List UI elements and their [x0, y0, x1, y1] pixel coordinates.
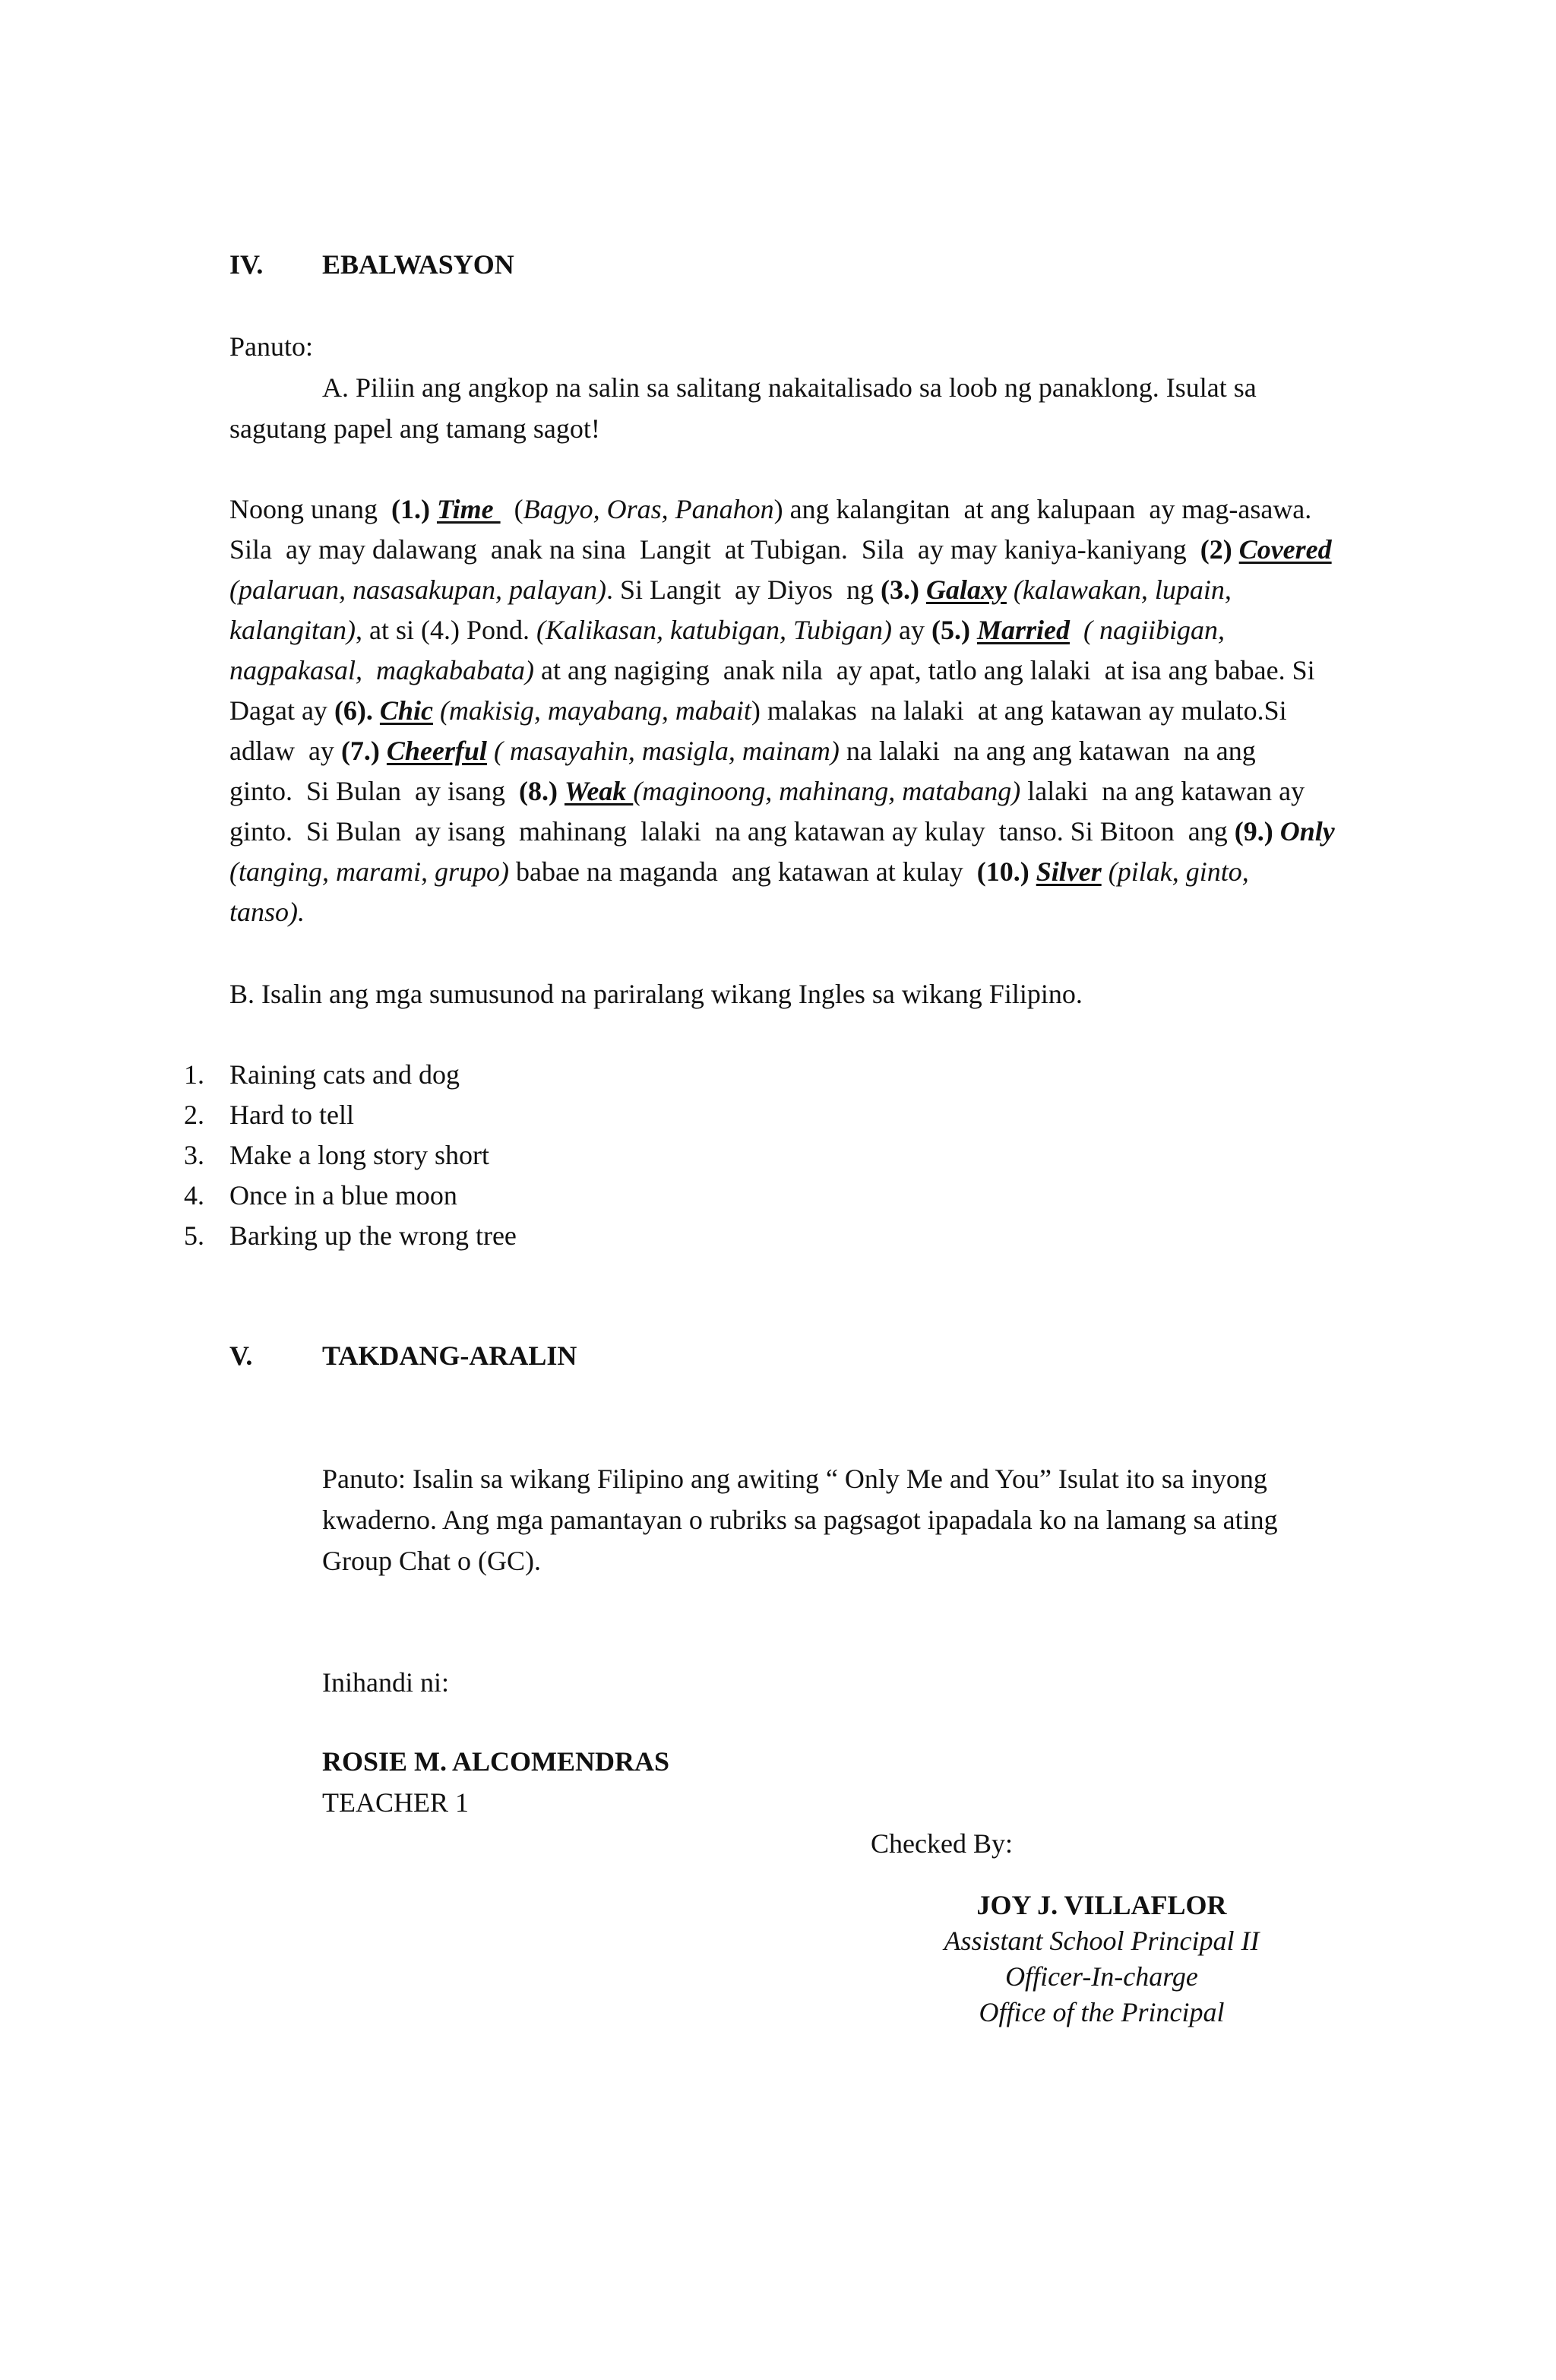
- choices-text: ( nagiibigan,: [1069, 615, 1225, 645]
- story-line: [229, 731, 1422, 771]
- list-text: Make a long story short: [229, 1140, 489, 1170]
- instruction-a-line1: A. Piliin ang angkop na salin sa salitang nakaitalisado sa loob ng panaklong. Isulat sa: [322, 372, 1257, 403]
- story-text: ginto. Si Bulan ay isang: [229, 776, 519, 806]
- story-text: babae na maganda ang katawan at kulay: [509, 856, 977, 887]
- story-text: [919, 574, 926, 605]
- checker-title-3: Office of the Principal: [979, 1997, 1225, 2027]
- section-v-title: TAKDANG-ARALIN: [322, 1340, 577, 1371]
- story-line: [229, 892, 1422, 932]
- homework-line3: Group Chat o (GC).: [322, 1546, 541, 1576]
- story-text: ) ang kalangitan at ang kalupaan ay mag-asawa.: [773, 494, 1312, 524]
- choices-text: ( masayahin, masigla, mainam): [493, 736, 840, 766]
- answer-word: Galaxy: [925, 574, 1007, 605]
- instruction-b: B. Isalin ang mga sumusunod na pariralang wikang Ingles sa wikang Filipino.: [229, 979, 1083, 1009]
- section-iv-title: EBALWASYON: [322, 249, 514, 280]
- panuto-label: Panuto:: [229, 331, 314, 362]
- item-number: (2): [1200, 534, 1232, 565]
- answer-word: Cheerful: [386, 736, 487, 766]
- story-line: [229, 771, 1422, 812]
- list-number: 5.: [184, 1220, 204, 1251]
- list-number: 2.: [184, 1100, 204, 1130]
- item-number: (5.): [931, 615, 970, 645]
- story-text: [558, 776, 565, 806]
- homework-line1: Panuto: Isalin sa wikang Filipino ang awiting “ Only Me and You” Isulat ito sa inyong: [322, 1464, 1267, 1494]
- story-text: ) malakas na lalaki at ang katawan ay mulato.Si: [751, 695, 1287, 726]
- choices-text: (kalawakan, lupain,: [1006, 574, 1232, 605]
- story-text: na lalaki na ang ang katawan na ang: [839, 736, 1256, 766]
- list-text: Once in a blue moon: [229, 1180, 457, 1211]
- story-text: Sila ay may dalawang anak na sina Langit at Tubigan. Sila ay may kaniya-kaniyang: [229, 534, 1200, 565]
- story-text: [1273, 816, 1280, 847]
- checker-title-2: Officer-In-charge: [1005, 1961, 1198, 1992]
- answer-word: Only: [1279, 816, 1335, 847]
- choices-text: (maginoong, mahinang, matabang): [633, 776, 1021, 806]
- choices-text: kalangitan): [229, 615, 356, 645]
- answer-word: Married: [976, 615, 1070, 645]
- preparer-title: TEACHER 1: [322, 1787, 469, 1818]
- choices-text: tanso).: [229, 897, 305, 927]
- choices-text: (palaruan, nasasakupan, palayan): [229, 574, 606, 605]
- checker-name: JOY J. VILLAFLOR: [976, 1890, 1227, 1920]
- answer-word: Chic: [379, 695, 433, 726]
- answer-word: Weak: [564, 776, 634, 806]
- story-text: ay: [891, 615, 931, 645]
- list-number: 4.: [184, 1180, 204, 1211]
- story-text: [433, 695, 440, 726]
- story-text: lalaki na ang katawan ay: [1020, 776, 1305, 806]
- story-text: [430, 494, 437, 524]
- list-number: 3.: [184, 1140, 204, 1170]
- item-number: (9.): [1234, 816, 1273, 847]
- instruction-a-line2: sagutang papel ang tamang sagot!: [229, 413, 600, 444]
- story-paragraph: [229, 489, 1422, 932]
- checker-title-1: Assistant School Principal II: [944, 1926, 1260, 1956]
- story-text: . Si Langit ay Diyos ng: [606, 574, 881, 605]
- item-number: (3.): [880, 574, 919, 605]
- story-text: [1029, 856, 1036, 887]
- item-number: (8.): [519, 776, 558, 806]
- story-text: , at si (4.) Pond.: [355, 615, 536, 645]
- story-text: adlaw ay: [229, 736, 341, 766]
- choices-text: (tanging, marami, grupo): [229, 856, 509, 887]
- list-text: Barking up the wrong tree: [229, 1220, 517, 1251]
- story-text: [1232, 534, 1239, 565]
- story-text: (: [500, 494, 523, 524]
- story-text: at ang nagiging anak nila ay apat, tatlo ang lalaki at isa ang babae. Si: [533, 655, 1315, 685]
- list-number: 1.: [184, 1059, 204, 1090]
- answer-word: Silver: [1036, 856, 1102, 887]
- answer-word: Covered: [1238, 534, 1332, 565]
- preparer-name: ROSIE M. ALCOMENDRAS: [322, 1746, 670, 1777]
- story-text: ginto. Si Bulan ay isang mahinang lalaki na ang katawan ay kulay tanso. Si Bitoon ang: [229, 816, 1235, 847]
- homework-line2: kwaderno. Ang mga pamantayan o rubriks sa pagsagot ipapadala ko na lamang sa ating: [322, 1505, 1278, 1535]
- choices-text: Bagyo, Oras, Panahon: [523, 494, 774, 524]
- choices-text: (Kalikasan, katubigan, Tubigan): [536, 615, 892, 645]
- checker-block: [874, 1888, 1330, 2030]
- story-line: [229, 650, 1422, 691]
- story-text: [487, 736, 494, 766]
- item-number: (6).: [334, 695, 373, 726]
- section-iv-number: IV.: [229, 249, 264, 280]
- checked-by-label: Checked By:: [871, 1828, 1013, 1859]
- story-text: Noong unang: [229, 494, 391, 524]
- choices-text: (makisig, mayabang, mabait: [439, 695, 751, 726]
- story-line: [229, 812, 1422, 852]
- list-text: Hard to tell: [229, 1100, 354, 1130]
- story-line: [229, 489, 1422, 530]
- item-number: (7.): [340, 736, 380, 766]
- story-text: [373, 695, 380, 726]
- item-number: (1.): [391, 494, 430, 524]
- choices-text: nagpakasal, magkababata): [229, 655, 534, 685]
- choices-text: (pilak, ginto,: [1101, 856, 1249, 887]
- story-line: [229, 610, 1422, 650]
- list-text: Raining cats and dog: [229, 1059, 460, 1090]
- story-text: [970, 615, 977, 645]
- story-line: [229, 530, 1422, 570]
- story-line: [229, 852, 1422, 892]
- section-v-number: V.: [229, 1340, 253, 1371]
- item-number: (10.): [976, 856, 1029, 887]
- story-line: [229, 691, 1422, 731]
- answer-word: Time: [436, 494, 501, 524]
- story-text: [380, 736, 387, 766]
- prepared-by-label: Inihandi ni:: [322, 1667, 449, 1698]
- story-text: Dagat ay: [229, 695, 334, 726]
- story-line: [229, 570, 1422, 610]
